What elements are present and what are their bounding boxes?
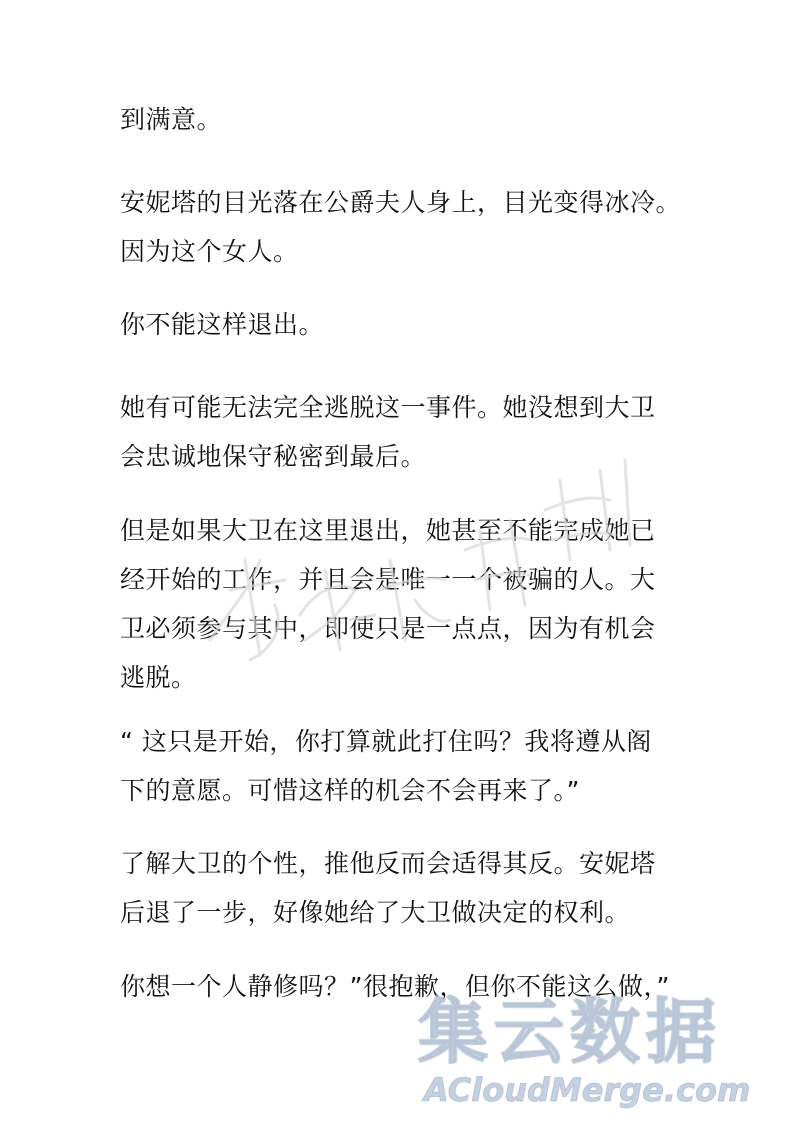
paragraph-4: 她有可能无法完全逃脱这一事件。她没想到大卫 会忠诚地保守秘密到最后。 (120, 393, 656, 471)
paragraph-7: 了解大卫的个性，推他反而会适得其反。安妮塔 后退了一步，好像她给了大卫做决定的权利。 (120, 849, 656, 927)
paragraph-5: 但是如果大卫在这里退出，她甚至不能完成她已 经开始的工作，并且会是唯一一个被骗的人。大 卫必须参与其中，即使只是一点点，因为有机会 逃脱。 (120, 516, 656, 692)
paragraph-6: “ 这只是开始，你打算就此打住吗？我将遵从阁 下的意愿。可惜这样的机会不会再来了。” (120, 727, 652, 805)
brand-watermark-cn: 集云数据 (418, 991, 722, 1073)
paragraph-1: 到满意。 (120, 105, 223, 134)
paragraph-8: 你想一个人静修吗？”很抱歉，但你不能这么做，” (120, 972, 670, 1001)
paragraph-3: 你不能这样退出。 (120, 310, 325, 339)
brand-watermark-en: ACloudMerge.com (424, 1071, 751, 1109)
paragraph-2: 安妮塔的目光落在公爵夫人身上，目光变得冰冷。 因为这个女人。 (120, 188, 682, 266)
